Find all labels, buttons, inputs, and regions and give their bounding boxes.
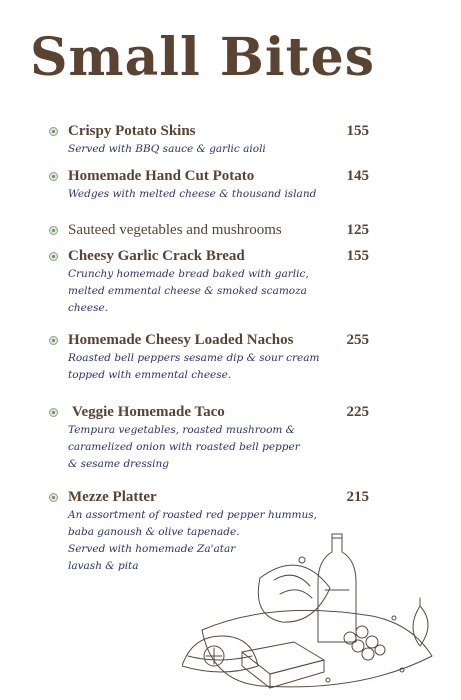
description-line: melted emmental cheese & smoked scamoza [68, 285, 307, 297]
bullet-icon [49, 172, 58, 181]
description-line: An assortment of roasted red pepper hummus, [68, 509, 317, 521]
item-price: 125 [346, 222, 369, 238]
item-description [68, 186, 358, 203]
description-line: caramelized onion with roasted bell pepper [68, 441, 300, 453]
item-description [68, 422, 358, 473]
description-line: & sesame dressing [68, 458, 170, 470]
bullet-icon [49, 127, 58, 136]
item-price: 225 [346, 404, 369, 420]
item-name: Crispy Potato Skins [68, 123, 196, 139]
bullet-icon [49, 408, 58, 417]
menu-title: Small Bites [30, 27, 375, 88]
description-line: Served with homemade Za'atar [68, 543, 236, 555]
description-line: cheese. [68, 302, 109, 314]
item-description [68, 141, 358, 158]
bullet-icon [49, 336, 58, 345]
description-line: lavash & pita [68, 560, 139, 572]
item-name: Homemade Hand Cut Potato [68, 168, 255, 184]
item-price: 255 [346, 332, 369, 348]
item-price: 145 [346, 168, 369, 184]
item-name: Veggie Homemade Taco [72, 404, 225, 420]
description-line: topped with emmental cheese. [68, 369, 232, 381]
description-line: Wedges with melted cheese & thousand island [68, 188, 317, 200]
bullet-icon [49, 226, 58, 235]
bullet-icon [49, 252, 58, 261]
item-description [68, 350, 358, 384]
item-price: 215 [346, 489, 369, 505]
food-platter-illustration [182, 520, 461, 700]
description-line: Roasted bell peppers sesame dip & sour cream [68, 352, 320, 364]
description-line: Crunchy homemade bread baked with garlic, [68, 268, 309, 280]
item-name: Cheesy Garlic Crack Bread [68, 248, 245, 264]
description-line: Tempura vegetables, roasted mushroom & [68, 424, 296, 436]
item-price: 155 [346, 248, 369, 264]
item-description [68, 266, 358, 317]
description-line: Served with BBQ sauce & garlic aioli [68, 143, 266, 155]
item-name: Sauteed vegetables and mushrooms [68, 222, 282, 238]
bullet-icon [49, 493, 58, 502]
item-name: Homemade Cheesy Loaded Nachos [68, 332, 294, 348]
description-line: baba ganoush & olive tapenade. [68, 526, 240, 538]
item-price: 155 [346, 123, 369, 139]
item-name: Mezze Platter [68, 489, 157, 505]
